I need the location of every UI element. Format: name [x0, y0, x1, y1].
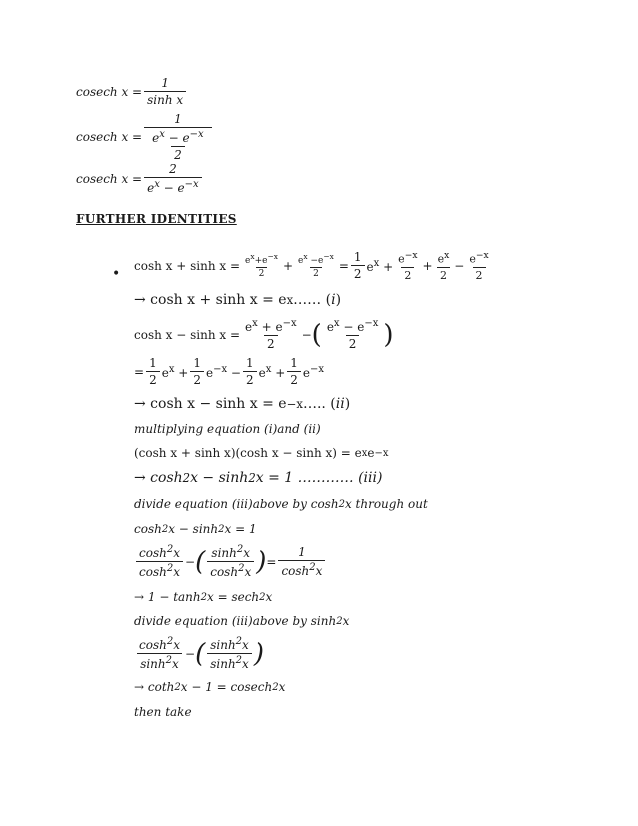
denominator: 2 — [243, 371, 257, 387]
numerator: 1 — [161, 76, 169, 90]
equals-sign: = — [338, 258, 349, 273]
minus-sign: − — [185, 554, 196, 569]
numerator: $e^x - e^{-x}$ — [152, 129, 204, 145]
equation-cosh-minus-sinh — [134, 318, 394, 351]
numerator: $e^x$ — [437, 250, 450, 266]
fraction — [351, 250, 365, 281]
section-heading: FURTHER IDENTITIES — [76, 212, 237, 226]
numerator: 1 — [353, 250, 362, 265]
numerator: $e^x -e^{-x}$ — [298, 252, 334, 267]
numerator: 1 — [149, 356, 157, 370]
denominator: 2 — [190, 371, 204, 387]
fraction — [435, 250, 453, 282]
fraction — [324, 318, 382, 351]
parenthesized-term — [312, 318, 394, 351]
eq-lhs: cosh x + sinh x = — [134, 258, 241, 273]
denominator: 2 — [146, 371, 160, 387]
fraction — [207, 544, 254, 579]
numerator: $e^x - e^{-x}$ — [326, 318, 379, 334]
numerator: $e^{-x}$ — [398, 250, 418, 266]
equation-expanded — [134, 356, 324, 387]
minus-sign: − — [301, 327, 312, 342]
denominator: 2 — [171, 146, 185, 162]
parenthesized-term — [195, 636, 264, 671]
denominator: $\sinh^2x$ — [137, 653, 182, 671]
term: $e^x$ + — [366, 257, 394, 274]
denominator: 2 — [264, 335, 278, 351]
numerator: $e^{-x}$ — [469, 250, 489, 266]
cosech-lhs: cosech x = — [76, 130, 143, 144]
fraction — [242, 252, 281, 279]
right-paren: ) — [256, 546, 267, 577]
fraction — [136, 544, 183, 579]
result-ii: → cosh x − sinh x = e −x ….. ( ii ) — [134, 396, 351, 412]
text-divide-sinh: divide equation (iii)above by sinh 2 x — [134, 614, 350, 628]
fraction — [136, 636, 183, 671]
divide-by-sinh-equation — [134, 636, 264, 671]
text-then-take: then take — [134, 705, 192, 719]
fraction — [243, 356, 257, 387]
parenthesized-term — [195, 544, 266, 579]
numerator: $e^x+e^{-x}$ — [245, 252, 278, 267]
numerator: 1 — [298, 545, 306, 559]
term: $e^{-x}$ — [302, 363, 325, 380]
cosech-def-3 — [76, 162, 204, 195]
cosech-lhs: cosech x = — [76, 171, 143, 186]
denominator: 2 — [310, 267, 322, 279]
result-i: → cosh x + sinh x = e x …… ( i ) — [134, 292, 342, 308]
fraction — [395, 250, 420, 282]
numerator: 2 — [169, 162, 177, 176]
denominator: sinh x — [144, 91, 186, 107]
denominator: 2 — [437, 267, 450, 282]
numerator: $e^x + e^{-x}$ — [245, 318, 297, 334]
fraction — [190, 356, 204, 387]
denominator: $\sinh^2x$ — [207, 653, 252, 671]
minus-sign: − — [185, 646, 196, 661]
bullet-point: • — [112, 266, 121, 282]
numerator: $\cosh^2x$ — [139, 544, 180, 560]
fraction — [242, 318, 300, 351]
fraction — [287, 356, 301, 387]
denominator: 2 — [473, 267, 486, 282]
denominator: 2 — [401, 267, 414, 282]
fraction — [295, 252, 337, 279]
fraction — [144, 112, 212, 162]
cosech-def-2 — [76, 112, 214, 162]
left-paren: ( — [195, 638, 206, 669]
eq-lhs: cosh x − sinh x = — [134, 327, 241, 342]
equals-sign: = — [134, 364, 145, 379]
result-coth: → coth 2 x − 1 = cosech 2 x — [134, 680, 286, 694]
numerator: $\sinh^2x$ — [211, 544, 251, 560]
fraction — [146, 356, 160, 387]
denominator: 2 — [256, 267, 268, 279]
numerator: 1 — [245, 356, 254, 370]
fraction — [144, 76, 186, 107]
numerator: 1 — [193, 356, 201, 370]
denominator: $\cosh^2x$ — [207, 561, 254, 579]
product-equation: (cosh x + sinh x)(cosh x − sinh x) = e x e −x — [134, 446, 389, 460]
minus-sign: − — [454, 258, 465, 273]
denominator: 2 — [351, 265, 365, 281]
fraction — [207, 636, 252, 671]
denominator: $e^x - e^{-x}$ — [144, 177, 202, 195]
left-paren: ( — [195, 546, 206, 577]
result-tanh: → 1 − tanh 2 x = sech 2 x — [134, 590, 273, 604]
identity-line: cosh 2 x − sinh 2 x = 1 — [134, 522, 257, 536]
text-divide-cosh: divide equation (iii)above by cosh 2 x through out — [134, 497, 428, 511]
denominator: 2 — [287, 371, 301, 387]
right-paren: ) — [253, 638, 264, 669]
fraction — [144, 162, 202, 195]
term: $e^x$ + — [161, 363, 189, 380]
denominator — [144, 127, 212, 162]
right-paren: ) — [383, 319, 394, 350]
numerator: $\sinh^2x$ — [210, 636, 249, 652]
text-multiplying: multiplying equation ( i )and ( ii ) — [134, 422, 321, 436]
term: $e^{-x}$ − — [205, 363, 241, 380]
numerator: 1 — [290, 356, 298, 370]
numerator: 1 — [174, 112, 182, 126]
left-paren: ( — [311, 319, 322, 350]
result-iii: → cosh 2 x − sinh 2 x = 1 ………… ( iii ) — [134, 470, 383, 486]
fraction — [466, 250, 491, 282]
plus-sign: + — [422, 258, 433, 273]
plus-sign: + — [282, 258, 294, 273]
denominator: 2 — [346, 335, 360, 351]
equals-sign: = — [266, 554, 277, 569]
cosech-lhs: cosech x = — [76, 84, 143, 99]
numerator: $\cosh^2x$ — [139, 636, 180, 652]
denominator: $\cosh^2x$ — [278, 560, 325, 578]
fraction — [278, 545, 325, 578]
divide-by-cosh-equation — [134, 544, 327, 579]
inner-fraction — [149, 129, 207, 162]
cosech-def-1 — [76, 76, 188, 107]
denominator: $\cosh^2x$ — [136, 561, 183, 579]
term: $e^x$ + — [258, 363, 286, 380]
equation-cosh-plus-sinh — [134, 250, 494, 282]
